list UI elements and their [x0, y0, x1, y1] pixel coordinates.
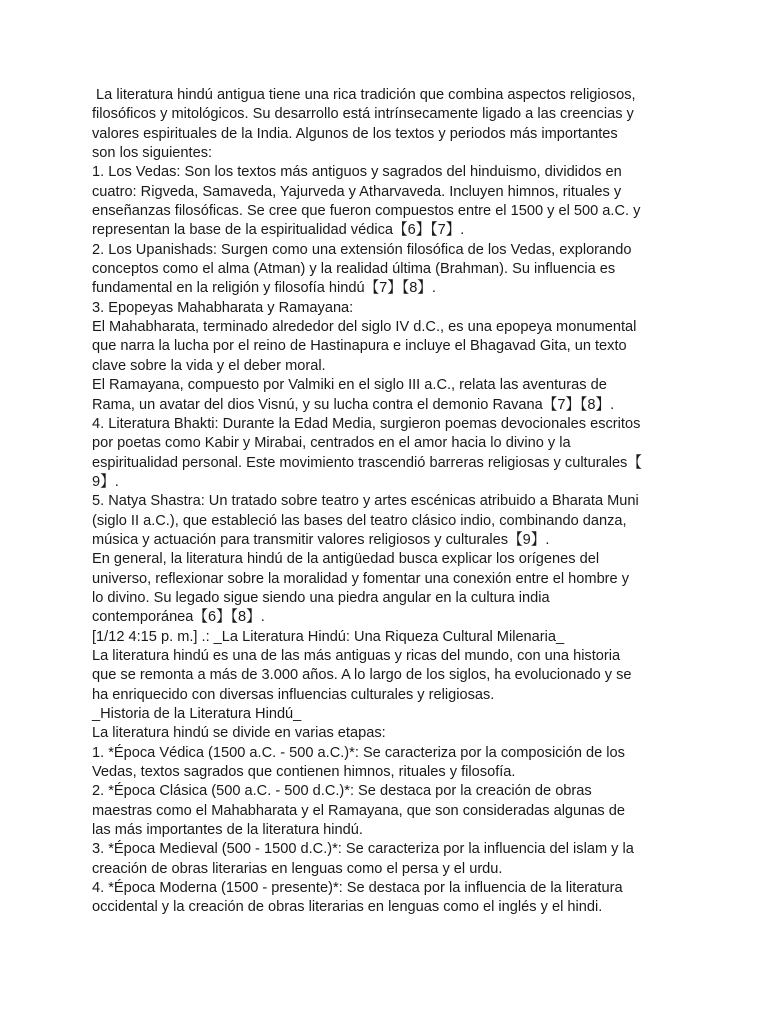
- text-line: ha enriquecido con diversas influencias culturales y religiosas.: [92, 686, 495, 703]
- text-line: cuatro: Rigveda, Samaveda, Yajurveda y Atharvaveda. Incluyen himnos, rituales y: [92, 183, 622, 200]
- text-line: fundamental en la religión y filosofía hindú【7】【8】.: [92, 280, 436, 297]
- text-line: filosóficos y mitológicos. Su desarrollo está intrínsecamente ligado a las creencias y: [92, 106, 634, 123]
- text-line: 4. Literatura Bhakti: Durante la Edad Media, surgieron poemas devocionales escritos: [92, 415, 641, 432]
- text-line: 5. Natya Shastra: Un tratado sobre teatro y artes escénicas atribuido a Bharata Muni: [92, 493, 639, 510]
- text-line: 3. *Época Medieval (500 - 1500 d.C.)*: Se caracteriza por la influencia del islam y la: [92, 841, 634, 858]
- text-line: 4. *Época Moderna (1500 - presente)*: Se destaca por la influencia de la literatura: [92, 880, 623, 897]
- text-line: espiritualidad personal. Este movimiento trascendió barreras religiosas y culturales【: [92, 454, 642, 471]
- text-line: 1. *Época Védica (1500 a.C. - 500 a.C.)*: Se caracteriza por la composición de los: [92, 744, 625, 761]
- text-line: 3. Epopeyas Mahabharata y Ramayana:: [92, 299, 354, 316]
- text-line: música y actuación para transmitir valores religiosos y culturales【9】.: [92, 531, 550, 548]
- text-line: La literatura hindú es una de las más antiguas y ricas del mundo, con una historia: [92, 647, 621, 664]
- text-line: En general, la literatura hindú de la antigüedad busca explicar los orígenes del: [92, 551, 600, 568]
- text-line: El Mahabharata, terminado alrededor del siglo IV d.C., es una epopeya monumental: [92, 319, 637, 336]
- text-line: La literatura hindú antigua tiene una rica tradición que combina aspectos religiosos,: [92, 87, 636, 103]
- text-line: creación de obras literarias en lenguas como el persa y el urdu.: [92, 860, 503, 877]
- text-line: clave sobre la vida y el deber moral.: [92, 357, 326, 374]
- text-line: 2. Los Upanishads: Surgen como una extensión filosófica de los Vedas, explorando: [92, 241, 632, 258]
- text-line: que se remonta a más de 3.000 años. A lo largo de los siglos, ha evolucionado y se: [92, 667, 632, 684]
- document-body: [92, 86, 682, 918]
- text-line: La literatura hindú se divide en varias etapas:: [92, 725, 386, 742]
- text-line: por poetas como Kabir y Mirabai, centrados en el amor hacia lo divino y la: [92, 435, 571, 452]
- text-line: _Historia de la Literatura Hindú_: [92, 706, 302, 722]
- text-line: 1. Los Vedas: Son los textos más antiguos y sagrados del hinduismo, divididos en: [92, 164, 622, 181]
- text-line: lo divino. Su legado sigue siendo una piedra angular en la cultura india: [92, 589, 550, 606]
- text-line: 2. *Época Clásica (500 a.C. - 500 d.C.)*: Se destaca por la creación de obras: [92, 783, 592, 800]
- text-line: conceptos como el alma (Atman) y la realidad última (Brahman). Su influencia es: [92, 261, 616, 278]
- text-line: Vedas, textos sagrados que contienen himnos, rituales y filosofía.: [92, 764, 516, 781]
- text-line: contemporánea【6】【8】.: [92, 609, 265, 626]
- text-line: Rama, un avatar del dios Visnú, y su lucha contra el demonio Ravana【7】【8】.: [92, 396, 615, 413]
- text-line: 9】.: [92, 473, 119, 490]
- text-line: valores espirituales de la India. Algunos de los textos y periodos más importantes: [92, 125, 618, 142]
- text-line: son los siguientes:: [92, 145, 213, 162]
- text-line: que narra la lucha por el reino de Hastinapura e incluye el Bhagavad Gita, un texto: [92, 338, 627, 355]
- text-line: maestras como el Mahabharata y el Ramayana, que son consideradas algunas de: [92, 802, 625, 819]
- text-line: universo, reflexionar sobre la moralidad y fomentar una conexión entre el hombre y: [92, 570, 630, 587]
- text-line: [1/12 4:15 p. m.] .: _La Literatura Hindú: Una Riqueza Cultural Milenaria_: [92, 628, 565, 645]
- text-line: (siglo II a.C.), que estableció las bases del teatro clásico indio, combinando danza,: [92, 512, 627, 529]
- text-line: las más importantes de la literatura hindú.: [92, 822, 363, 839]
- text-line: representan la base de la espiritualidad védica【6】【7】.: [92, 222, 465, 239]
- text-line: enseñanzas filosóficas. Se cree que fueron compuestos entre el 1500 y el 500 a.C. y: [92, 203, 641, 220]
- text-line: El Ramayana, compuesto por Valmiki en el siglo III a.C., relata las aventuras de: [92, 377, 607, 394]
- text-line: occidental y la creación de obras literarias en lenguas como el inglés y el hindi.: [92, 899, 603, 916]
